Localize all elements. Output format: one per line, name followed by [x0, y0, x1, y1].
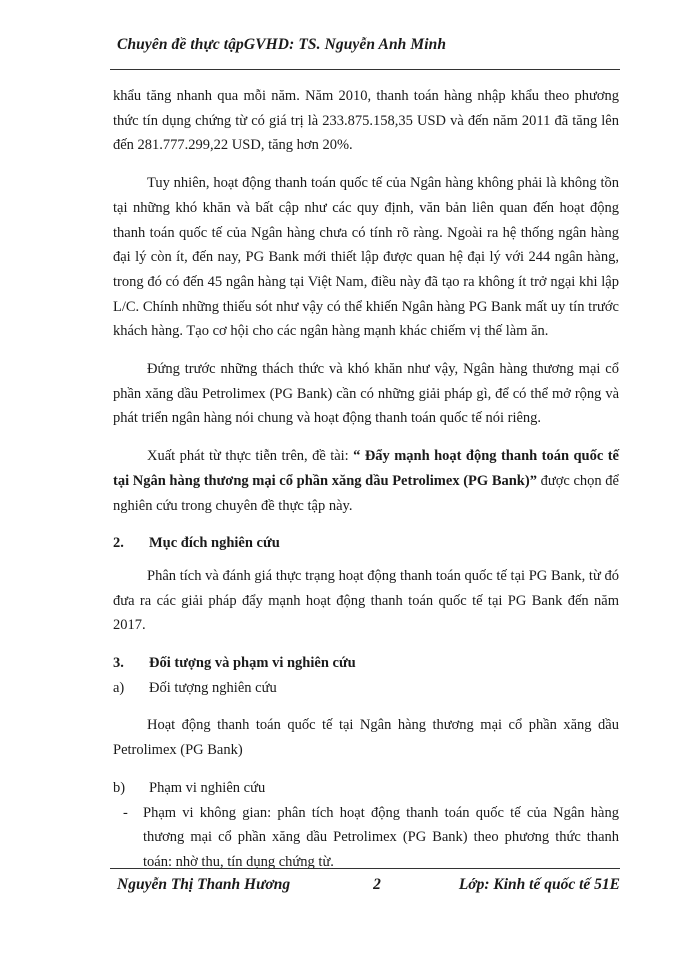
subsection-b-label: b)	[113, 779, 126, 796]
footer-divider	[110, 868, 620, 869]
paragraph-difficulties: Tuy nhiên, hoạt động thanh toán quốc tế của Ngân hàng không phải là không tồn tại những khó khăn và bất cập như các quy định, văn bản liên quan đến hoạt động thanh toán quốc tế của Ngân hàng chưa có tính rõ ràng. Ngoài ra hệ thống ngân hàng đại lý còn ít, đến nay, PG Bank mới thiết lập được quan hệ đại lý với 244 ngân hàng, trong đó có đến 45 ngân hàng tại Việt Nam, điều này đã tạo ra không ít trở ngại khi lập L/C. Chính những thiếu sót như vậy có thể khiến Ngân hàng PG Bank mất uy tín trước khách hàng. Tạo cơ hội cho các ngân hàng mạnh khác chiếm vị thế làm ăn.	[113, 175, 619, 340]
paragraph-topic	[113, 444, 619, 518]
subsection-a-heading	[113, 676, 619, 701]
footer-author: Nguyễn Thị Thanh Hương	[117, 876, 291, 893]
section-3-heading	[113, 651, 619, 676]
section-3-title: Đối tượng và phạm vi nghiên cứu	[149, 655, 356, 672]
header-divider	[110, 69, 620, 70]
list-item	[113, 801, 619, 875]
header-title: Chuyên đề thực tậpGVHD: TS. Nguyễn Anh Minh	[117, 36, 447, 53]
dash-bullet: -	[123, 804, 128, 821]
section-2-heading	[113, 531, 619, 556]
subsection-b-heading	[113, 776, 619, 801]
paragraph-continuation: khẩu tăng nhanh qua mỗi năm. Năm 2010, thanh toán hàng nhập khẩu theo phương thức tín dụng chứng từ có giá trị là 233.875.158,35 USD và đến năm 2011 đã tăng lên đến 281.777.299,22 USD, tăng hơn 20%.	[113, 88, 619, 154]
topic-title: “ Đẩy mạnh hoạt động thanh toán quốc tế tại Ngân hàng thương mại cổ phần xăng dầu Petrolimex (PG Bank)”	[113, 448, 619, 489]
topic-prefix: Xuất phát từ thực tiễn trên, đề tài:	[147, 448, 354, 465]
document-body	[113, 84, 619, 875]
subsection-a-title: Đối tượng nghiên cứu	[149, 679, 277, 696]
section-2-title: Mục đích nghiên cứu	[149, 535, 280, 552]
section-3-number: 3.	[113, 655, 124, 672]
page-number: 2	[373, 876, 381, 893]
topic-suffix: được chọn để nghiên cứu trong chuyên đề thực tập này.	[113, 472, 619, 514]
list-item-text: Phạm vi không gian: phân tích hoạt động thanh toán quốc tế của Ngân hàng thương mại cổ phần xăng dầu Petrolimex (PG Bank) theo phương thức thanh toán: nhờ thu, tín dụng chứng từ.	[143, 804, 619, 870]
footer-class: Lớp: Kinh tế quốc tế 51E	[458, 876, 620, 893]
subsection-a-label: a)	[113, 679, 125, 696]
section-2-number: 2.	[113, 535, 124, 552]
section-2-text: Phân tích và đánh giá thực trạng hoạt động thanh toán quốc tế tại PG Bank, từ đó đưa ra các giải pháp đẩy mạnh hoạt động thanh toán quốc tế tại PG Bank đến năm 2017.	[113, 567, 619, 634]
subsection-b-title: Phạm vi nghiên cứu	[149, 779, 266, 796]
subsection-a-text: Hoạt động thanh toán quốc tế tại Ngân hàng thương mại cổ phần xăng dầu Petrolimex (PG Bank)	[113, 717, 619, 759]
paragraph-challenges: Đứng trước những thách thức và khó khăn như vậy, Ngân hàng thương mại cổ phần xăng dầu Petrolimex (PG Bank) cần có những giải pháp gì, để có thể mở rộng và phát triển ngân hàng nói chung và hoạt động thanh toán quốc tế nói riêng.	[113, 361, 619, 427]
